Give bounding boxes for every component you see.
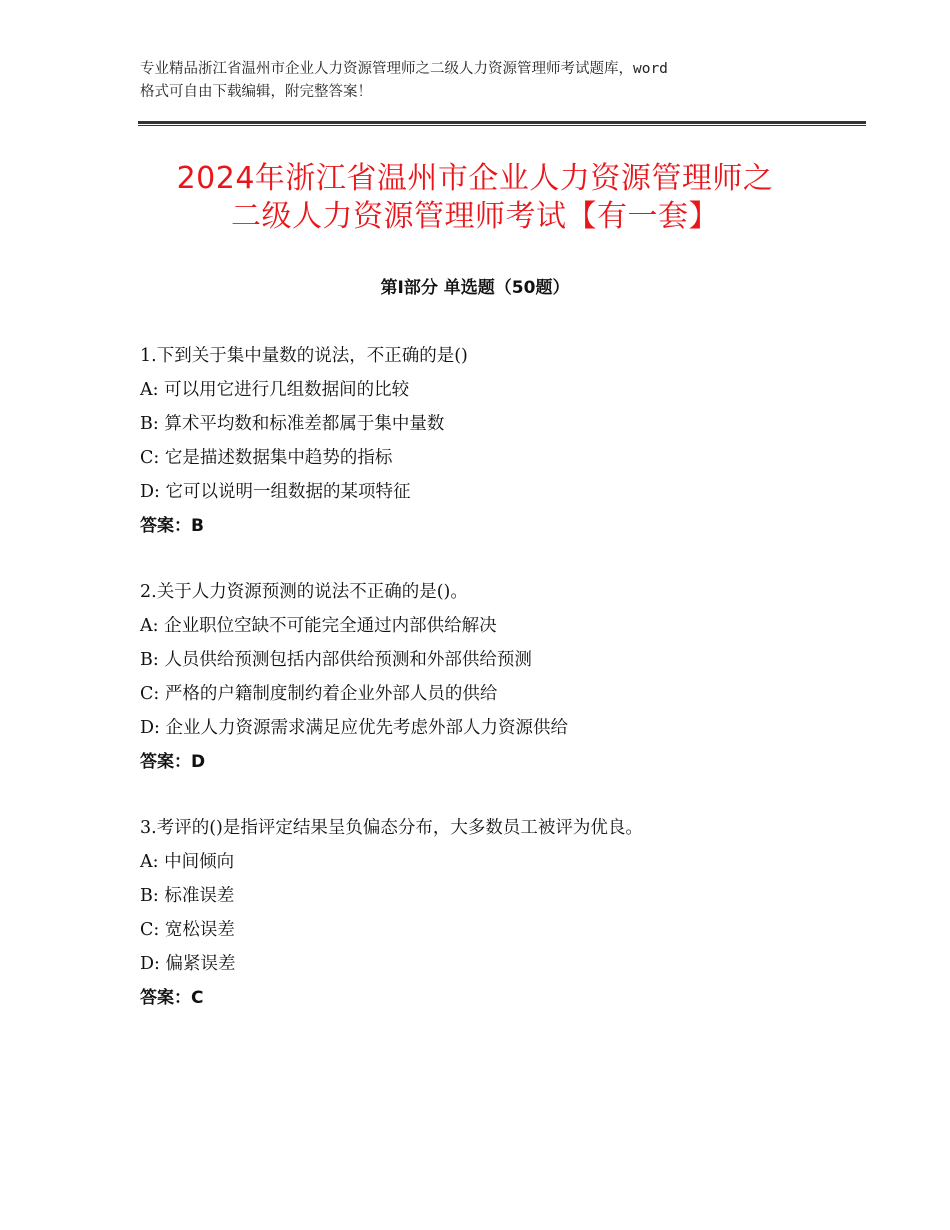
answer-text: 答案：D (140, 752, 206, 772)
question-stem: 1.下到关于集中量数的说法，不正确的是() (140, 346, 468, 366)
question-3 (140, 811, 880, 1015)
option-d: D: 偏紧误差 (140, 954, 236, 974)
header-note (140, 58, 820, 104)
option-b: B: 标准误差 (140, 886, 235, 906)
option-a: A: 企业职位空缺不可能完全通过内部供给解决 (140, 616, 497, 636)
option-d: D: 企业人力资源需求满足应优先考虑外部人力资源供给 (140, 718, 568, 738)
option-d: D: 它可以说明一组数据的某项特征 (140, 482, 411, 502)
document-title (60, 160, 890, 236)
option-c: C: 严格的户籍制度制约着企业外部人员的供给 (140, 684, 498, 704)
question-1 (140, 339, 880, 543)
header-note-line-2: 格式可自由下载编辑，附完整答案！ (140, 84, 372, 100)
answer-text: 答案：C (140, 988, 204, 1008)
question-2 (140, 575, 880, 779)
header-divider (138, 121, 866, 126)
section-title: 第Ⅰ部分 单选题（50题） (380, 278, 570, 298)
question-list (140, 339, 880, 1047)
option-b: B: 算术平均数和标准差都属于集中量数 (140, 414, 445, 434)
option-c: C: 它是描述数据集中趋势的指标 (140, 448, 393, 468)
option-a: A: 可以用它进行几组数据间的比较 (140, 380, 410, 400)
document-title-line-2: 二级人力资源管理师考试【有一套】 (231, 199, 719, 234)
question-stem: 3.考评的()是指评定结果呈负偏态分布，大多数员工被评为优良。 (140, 818, 643, 838)
document-title-line-1: 2024年浙江省温州市企业人力资源管理师之 (176, 161, 774, 196)
answer-text: 答案：B (140, 516, 204, 536)
option-b: B: 人员供给预测包括内部供给预测和外部供给预测 (140, 650, 532, 670)
option-c: C: 宽松误差 (140, 920, 235, 940)
option-a: A: 中间倾向 (140, 852, 235, 872)
header-note-line-1: 专业精品浙江省温州市企业人力资源管理师之二级人力资源管理师考试题库，word (140, 61, 668, 77)
question-stem: 2.关于人力资源预测的说法不正确的是()。 (140, 582, 468, 602)
